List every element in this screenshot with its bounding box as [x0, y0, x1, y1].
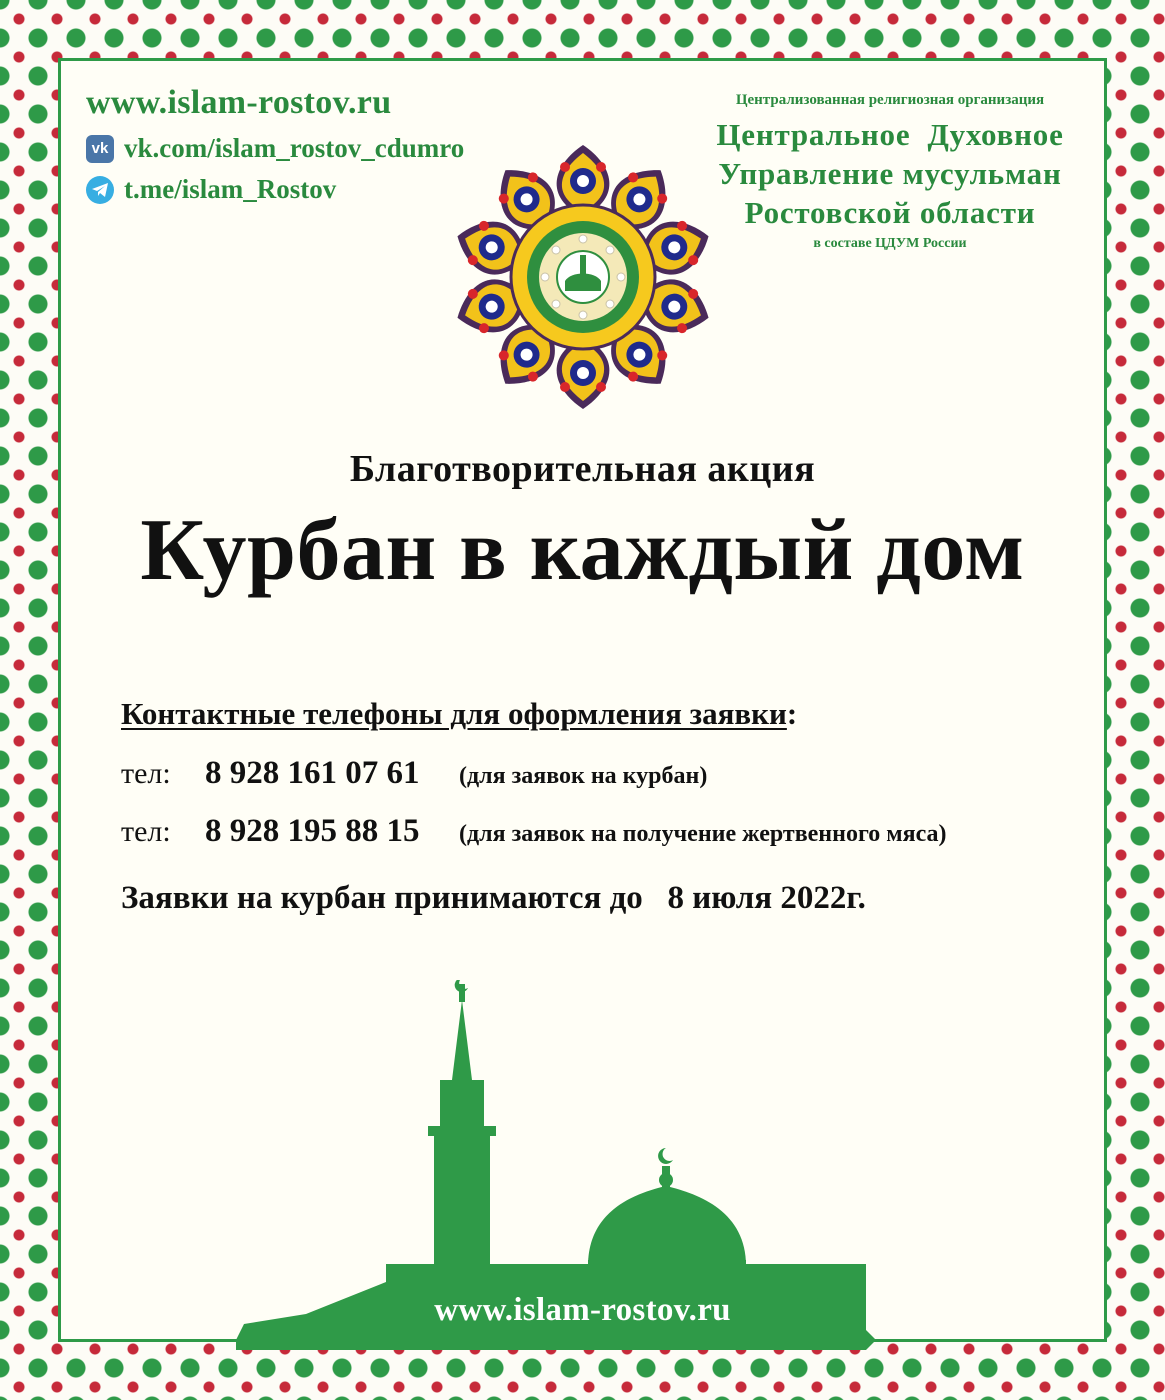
phone-label: тел:	[121, 815, 171, 848]
phone-number-link[interactable]: 8 928 161 07 61	[205, 755, 420, 791]
vk-link[interactable]	[86, 133, 464, 164]
header-website-link[interactable]: www.islam-rostov.ru	[86, 84, 392, 121]
telegram-link[interactable]	[86, 174, 336, 205]
contacts-heading-text: Контактные телефоны для оформления заявки	[121, 696, 787, 731]
phone-note: (для заявок на получение жертвенного мяса)	[459, 821, 947, 847]
telegram-link-text: t.me/islam_Rostov	[124, 174, 337, 204]
deadline-text: Заявки на курбан принимаются до 8 июля 2022г.	[121, 880, 866, 916]
organization-name-line1: Центральное Духовное	[716, 117, 1064, 152]
contacts-heading	[121, 696, 797, 732]
contacts-heading-colon: :	[786, 696, 798, 731]
footer-website-link[interactable]: www.islam-rostov.ru	[434, 1292, 731, 1328]
phone-note: (для заявок на курбан)	[459, 763, 708, 789]
phone-row	[121, 755, 707, 792]
action-title: Курбан в каждый дом	[140, 502, 1025, 599]
organization-block	[700, 92, 1080, 252]
phone-number-link[interactable]: 8 928 195 88 15	[205, 813, 420, 849]
phone-row	[121, 813, 947, 850]
telegram-icon	[86, 176, 114, 204]
organization-name-line3: Ростовской области	[744, 195, 1036, 230]
organization-type: Централизованная религиозная организация	[735, 92, 1045, 108]
organization-name-line2: Управление мусульман	[718, 156, 1062, 191]
phone-label: тел:	[121, 757, 171, 790]
action-subtitle: Благотворительная акция	[349, 448, 816, 490]
vk-link-text: vk.com/islam_rostov_cdumro	[124, 133, 465, 163]
vk-icon: vk	[86, 135, 114, 163]
organization-emblem-icon	[449, 143, 717, 411]
organization-note: в составе ЦДУМ России	[813, 236, 967, 251]
